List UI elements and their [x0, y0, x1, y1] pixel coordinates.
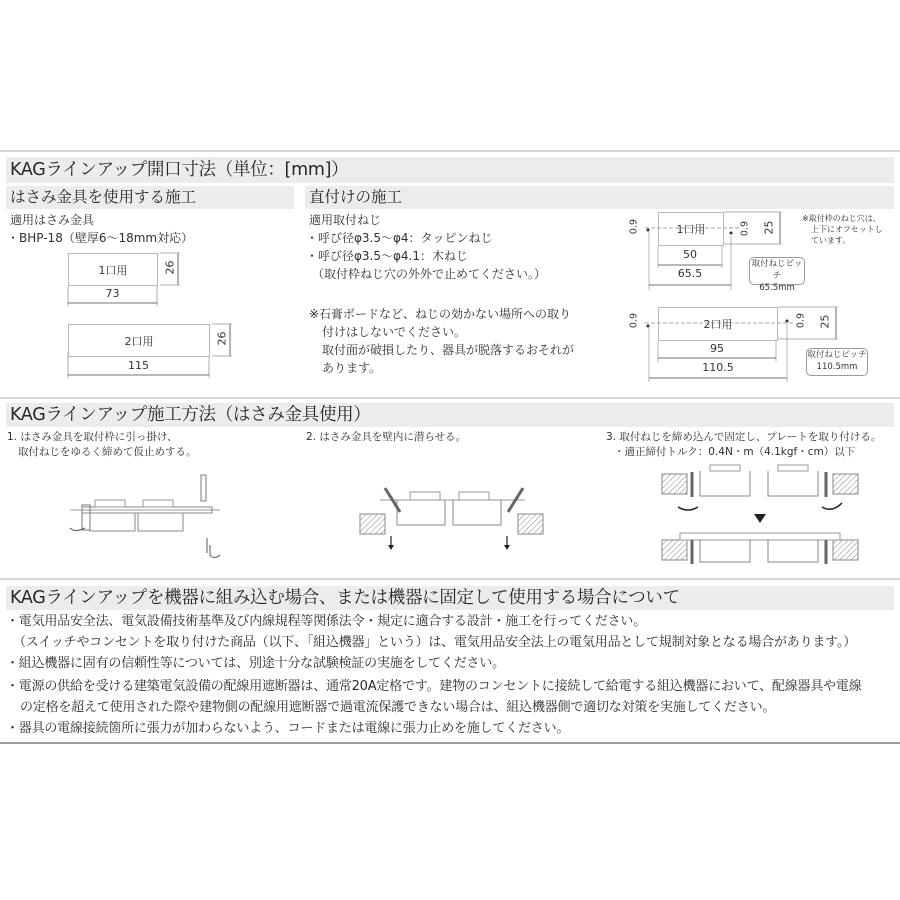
- warning-line-2: 取付面が破損したり、器具が脱落するおそれが: [322, 343, 575, 357]
- right-line-2: ・呼び径φ3.5～φ4.1：木ねじ: [306, 249, 469, 263]
- section3-title: KAGラインアップを機器に組み込む場合、または機器に固定して使用する場合について: [10, 588, 680, 608]
- section3-line-1: （スイッチやコンセントを取り付けた商品（以下、「組込機器」という）は、電気用品安全法上の電気用品として規制対象となる場合があります。）: [13, 635, 857, 650]
- offset-note-0: ※取付枠のねじ穴は、: [802, 214, 881, 223]
- step3-illustration: [660, 462, 860, 572]
- left-line-1: ・BHP-18（壁厚6～18mm対応）: [7, 231, 194, 245]
- frame-2gang-offset-right: 0.9: [795, 312, 807, 329]
- frame-2gang-inner-width: 95: [710, 342, 724, 355]
- frame-1gang-height: 25: [762, 220, 776, 235]
- warning-line-3: あります。: [322, 361, 382, 375]
- opening-1gang-height: 26: [163, 260, 177, 275]
- section3-top-rule: [0, 578, 900, 580]
- frame-2gang-outer-width: 110.5: [702, 361, 734, 374]
- frame-1gang-offset-left: 0.9: [628, 218, 640, 235]
- step1-illustration: [70, 470, 230, 570]
- left-line-0: 適用はさみ金具: [10, 213, 95, 227]
- pitch-label: 取付ねじピッチ: [751, 259, 803, 281]
- down-triangle-icon: [754, 514, 766, 523]
- pitch-label: 取付ねじピッチ: [807, 350, 867, 360]
- pitch-value: 110.5mm: [816, 362, 858, 372]
- frame-2gang-height: 25: [818, 314, 832, 329]
- frame-1gang-offset-right: 0.9: [739, 220, 751, 237]
- section2-top-rule: [0, 397, 900, 399]
- right-heading: 直付けの施工: [309, 188, 403, 206]
- warning-line-0: ※石膏ボードなど、ねじの効かない場所への取り: [309, 307, 572, 321]
- section3-line-5: ・器具の電線接続箇所に張力が加わらないよう、コードまたは電線に張力止めを施してください。: [6, 721, 570, 736]
- section3-bottom-rule: [0, 742, 900, 744]
- right-line-0: 適用取付ねじ: [309, 213, 382, 227]
- opening-1gang-label: 1口用: [98, 263, 128, 277]
- section3-line-4: の定格を超えて使用された際や建物側の配線用遮断器で過電流保護できない場合は、組込機器側で適切な対策を実施してください。: [20, 700, 776, 715]
- section1-title: KAGラインアップ開口寸法（単位：[mm]）: [10, 160, 349, 180]
- frame-1gang-inner-width: 50: [683, 248, 697, 261]
- step3-line-1: ・適正締付トルク：0.4N・m（4.1kgf・cm）以下: [614, 446, 856, 458]
- left-heading: はさみ金具を使用する施工: [10, 188, 197, 206]
- section3-line-0: ・電気用品安全法、電気設備技術基準及び内線規程等関係法令・規定に適合する設計・施工を行ってください。: [6, 614, 647, 629]
- section3-line-3: ・電源の供給を受ける建築電気設備の配線用遮断器は、通常20A定格です。建物のコンセントに接続して給電する組込機器において、配線器具や電線: [6, 679, 862, 694]
- step3-line-0: 3. 取付ねじを締め込んで固定し、プレートを取り付ける。: [606, 431, 882, 443]
- section3-line-2: ・組込機器に固有の信頼性等については、別途十分な試験検証の実施をしてください。: [6, 656, 505, 671]
- step2-illustration: [355, 480, 555, 560]
- pitch-value: 65.5mm: [759, 283, 795, 293]
- right-line-3: （取付枠ねじ穴の外外で止めてください。）: [312, 267, 547, 281]
- frame-1gang-label: 1口用: [676, 223, 706, 236]
- step1-line-0: 1. はさみ金具を取付枠に引っ掛け、: [7, 431, 178, 443]
- opening-2gang-label: 2口用: [124, 334, 154, 348]
- frame-1gang-outer-width: 65.5: [677, 267, 703, 280]
- section2-title: KAGラインアップ施工方法（はさみ金具使用）: [10, 405, 371, 425]
- opening-2gang-height: 26: [215, 331, 229, 346]
- warning-line-1: 付けはしないでください。: [322, 325, 467, 339]
- step2-line-0: 2. はさみ金具を壁内に潜らせる。: [306, 431, 467, 443]
- frame-2gang-label: 2口用: [703, 318, 733, 331]
- step1-line-1: 取付ねじをゆるく締めて仮止めする。: [18, 446, 197, 458]
- offset-note-2: ています。: [811, 236, 851, 245]
- opening-1gang-width: 73: [105, 287, 120, 300]
- offset-note-1: 上下にオフセットし: [811, 225, 883, 234]
- opening-2gang-width: 115: [128, 359, 149, 372]
- frame-2gang-offset-left: 0.9: [628, 312, 640, 329]
- right-line-1: ・呼び径φ3.5～φ4：タッピンねじ: [306, 231, 493, 245]
